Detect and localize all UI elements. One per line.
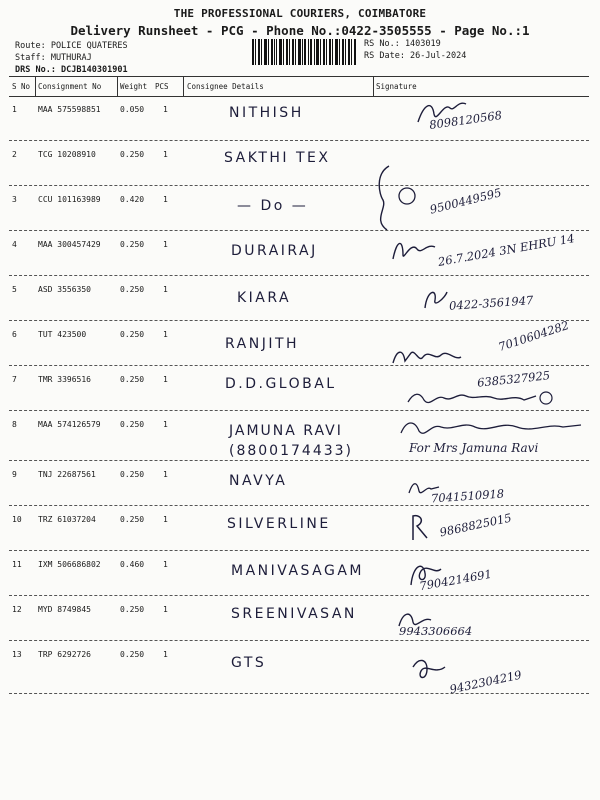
row-consignment-no: MAA 300457429: [38, 240, 101, 249]
staff-label: Staff: MUTHURAJ: [15, 53, 92, 63]
table-row: [9, 506, 589, 551]
row-consignment-no: MAA 574126579: [38, 420, 101, 429]
row-signature-text: 7041510918: [430, 486, 505, 506]
table-row: [9, 366, 589, 411]
signature-scribble: [389, 235, 439, 265]
row-weight: 0.250: [120, 515, 145, 524]
signature-scribble: [404, 388, 554, 410]
row-signature-text: 7904214691: [418, 566, 493, 594]
row-separator: [9, 693, 589, 694]
row-signature-text: 6385327925: [476, 368, 551, 390]
row-weight: 0.250: [120, 285, 145, 294]
signature-scribble: [414, 96, 474, 126]
col-head-signature: Signature: [376, 82, 417, 91]
row-consignment-no: TCG 10208910: [38, 150, 96, 159]
row-consignment-no: ASD 3556350: [38, 285, 91, 294]
row-weight: 0.420: [120, 195, 145, 204]
row-pcs: 1: [163, 375, 168, 384]
row-weight: 0.460: [120, 560, 145, 569]
table-row: [9, 231, 589, 276]
row-consignment-no: IXM 506686802: [38, 560, 101, 569]
row-weight: 0.250: [120, 375, 145, 384]
runsheet-title: Delivery Runsheet - PCG - Phone No.:0422-3505555 - Page No.:1: [70, 23, 530, 38]
row-sno: 1: [12, 105, 17, 114]
row-sno: 6: [12, 330, 17, 339]
col-head-consignee: Consignee Details: [187, 82, 264, 91]
row-sno: 4: [12, 240, 17, 249]
row-weight: 0.250: [120, 605, 145, 614]
signature-scribble: [421, 286, 451, 312]
col-divider: [373, 76, 374, 96]
row-consignee: DURAIRAJ: [231, 243, 318, 259]
row-consignee: SREENIVASAN: [231, 606, 357, 622]
row-pcs: 1: [163, 150, 168, 159]
row-sno: 13: [12, 650, 22, 659]
row-weight: 0.250: [120, 650, 145, 659]
signature-scribble: [397, 417, 587, 439]
row-pcs: 1: [163, 650, 168, 659]
row-consignee: NAVYA: [229, 473, 288, 489]
row-pcs: 1: [163, 605, 168, 614]
table-row: [9, 596, 589, 641]
table-row: [9, 96, 589, 141]
row-consignment-no: MAA 575598851: [38, 105, 101, 114]
row-pcs: 1: [163, 105, 168, 114]
table-row: [9, 641, 589, 697]
row-pcs: 1: [163, 240, 168, 249]
table-row: [9, 551, 589, 596]
row-weight: 0.250: [120, 330, 145, 339]
row-signature-text: 8098120568: [428, 107, 503, 133]
row-consignment-no: TNJ 22687561: [38, 470, 96, 479]
row-sno: 11: [12, 560, 22, 569]
row-weight: 0.050: [120, 105, 145, 114]
row-signature-text: 9432304219: [448, 667, 523, 697]
signature-scribble: [409, 655, 449, 685]
row-consignment-no: TRP 6292726: [38, 650, 91, 659]
col-divider: [35, 76, 36, 96]
row-consignee: — Do —: [237, 198, 309, 214]
row-sno: 12: [12, 605, 22, 614]
row-sno: 3: [12, 195, 17, 204]
row-consignment-no: TUT 423500: [38, 330, 87, 339]
signature-scribble: [389, 347, 479, 367]
row-pcs: 1: [163, 470, 168, 479]
row-signature-text: 26.7.2024 3N EHRU 14: [436, 231, 576, 269]
row-weight: 0.250: [120, 470, 145, 479]
col-divider: [117, 76, 118, 96]
row-consignee: NITHISH: [229, 105, 304, 121]
row-pcs: 1: [163, 330, 168, 339]
table-row: [9, 186, 589, 231]
row-pcs: 1: [163, 560, 168, 569]
barcode: [252, 39, 356, 65]
col-head-sno: S No: [12, 82, 31, 91]
row-pcs: 1: [163, 195, 168, 204]
col-head-pcs: PCS: [155, 82, 169, 91]
row-weight: 0.250: [120, 240, 145, 249]
row-pcs: 1: [163, 515, 168, 524]
drs-number: DRS No.: DCJB140301901: [15, 65, 128, 75]
row-pcs: 1: [163, 420, 168, 429]
table-row: [9, 276, 589, 321]
row-consignment-no: TMR 3396516: [38, 375, 91, 384]
rs-date: RS Date: 26-Jul-2024: [364, 51, 467, 61]
table-row: [9, 318, 589, 366]
row-sno: 9: [12, 470, 17, 479]
row-signature-text: 0422-3561947: [448, 293, 534, 313]
row-signature-text: For Mrs Jamuna Ravi: [409, 441, 539, 455]
col-divider: [183, 76, 184, 96]
row-consignment-no: TRZ 61037204: [38, 515, 96, 524]
row-signature-text: 9500449595: [428, 185, 503, 217]
row-consignee: RANJITH: [225, 336, 300, 352]
table-row: [9, 411, 589, 461]
row-consignee: GTS: [231, 655, 267, 671]
signature-scribble: [407, 512, 431, 542]
row-signature-text: 7010604282: [496, 318, 571, 354]
row-sno: 10: [12, 515, 22, 524]
col-head-consignment: Consignment No: [38, 82, 102, 91]
row-consignee: KIARA: [237, 290, 292, 306]
header-top-rule: [9, 76, 589, 77]
row-signature-text: 9943306664: [399, 624, 473, 638]
col-head-weight: Weight: [120, 82, 148, 91]
brace-scribble: [369, 164, 429, 234]
row-pcs: 1: [163, 285, 168, 294]
row-weight: 0.250: [120, 420, 145, 429]
row-sno: 5: [12, 285, 17, 294]
row-consignment-no: CCU 101163989: [38, 195, 101, 204]
row-consignee: MANIVASAGAM: [231, 563, 364, 579]
row-consignee: SAKTHI TEX: [224, 150, 331, 166]
row-sno: 7: [12, 375, 17, 384]
company-title: THE PROFESSIONAL COURIERS, COIMBATORE: [173, 7, 427, 20]
row-consignment-no: MYD 8749845: [38, 605, 91, 614]
route-label: Route: POLICE QUATERES: [15, 41, 128, 51]
row-sno: 8: [12, 420, 17, 429]
row-weight: 0.250: [120, 150, 145, 159]
row-consignee: SILVERLINE: [227, 516, 331, 532]
table-row: [9, 141, 589, 186]
row-sno: 2: [12, 150, 17, 159]
rs-number: RS No.: 1403019: [364, 39, 441, 49]
row-consignee: D.D.GLOBAL: [225, 376, 337, 392]
table-row: [9, 461, 589, 506]
row-signature-text: 9868825015: [438, 510, 513, 540]
row-consignee: JAMUNA RAVI (8800174433): [229, 423, 353, 459]
